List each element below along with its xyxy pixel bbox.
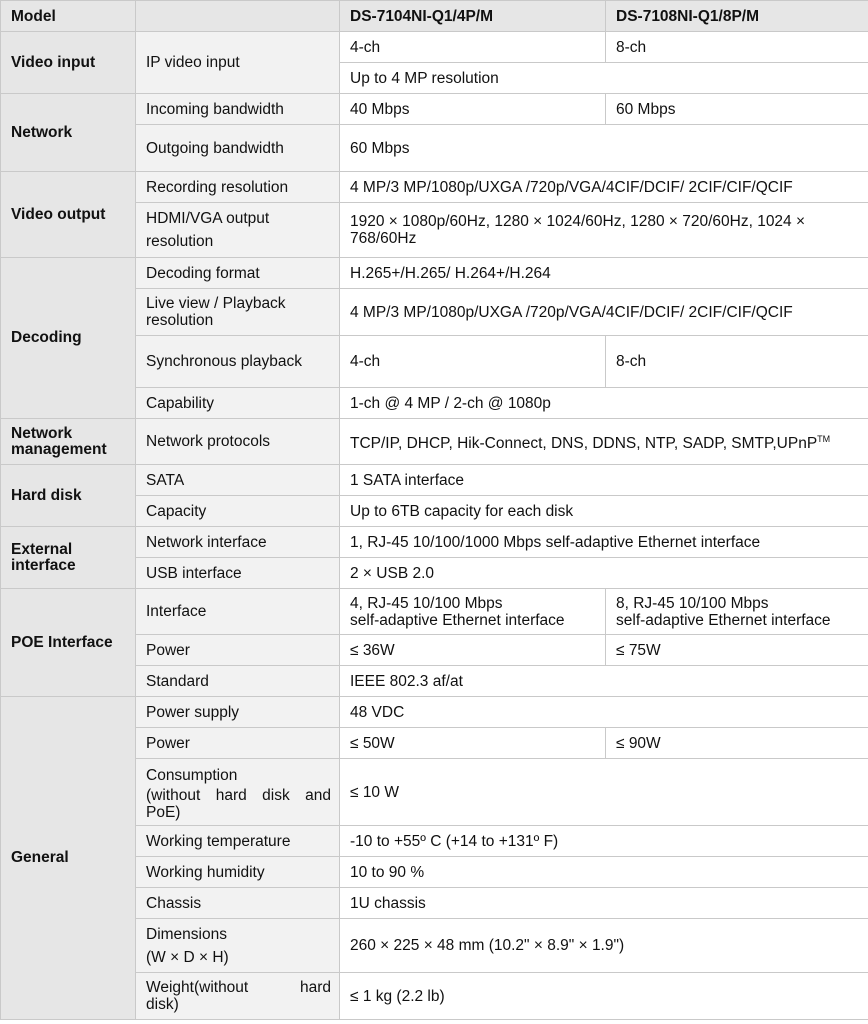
value-a — [340, 589, 606, 635]
category-poe-interface: POE Interface — [1, 589, 136, 697]
value: 1, RJ-45 10/100/1000 Mbps self-adaptive Ethernet interface — [340, 527, 868, 558]
feature-chassis: Chassis — [136, 888, 340, 919]
feature-power: Power — [136, 728, 340, 759]
table-row — [1, 172, 868, 203]
protocols-text: TCP/IP, DHCP, Hik-Connect, DNS, DDNS, NTP, SADP, SMTP,UPnP — [350, 435, 818, 453]
value-line: 4, RJ-45 10/100 Mbps — [350, 594, 503, 612]
label-line: (without hard disk and — [146, 786, 331, 804]
feature-outgoing-bandwidth: Outgoing bandwidth — [136, 125, 340, 172]
value: Up to 4 MP resolution — [340, 63, 868, 94]
table-row — [1, 589, 868, 635]
feature-recording-resolution: Recording resolution — [136, 172, 340, 203]
feature-decoding-format: Decoding format — [136, 258, 340, 289]
table-row — [1, 258, 868, 289]
feature-hdmi-vga-output: HDMI/VGA output resolution — [136, 203, 340, 258]
header-blank — [136, 1, 340, 32]
label-line: Dimensions — [146, 925, 227, 943]
value-b — [606, 589, 868, 635]
category-hard-disk: Hard disk — [1, 465, 136, 527]
category-network: Network — [1, 94, 136, 172]
value-a: ≤ 50W — [340, 728, 606, 759]
value: 60 Mbps — [340, 125, 868, 172]
value-a: 4-ch — [340, 336, 606, 388]
value: 1-ch @ 4 MP / 2-ch @ 1080p — [340, 388, 868, 419]
header-model: Model — [1, 1, 136, 32]
feature-ip-video-input: IP video input — [136, 32, 340, 94]
feature-power-supply: Power supply — [136, 697, 340, 728]
value: H.265+/H.265/ H.264+/H.264 — [340, 258, 868, 289]
feature-capability: Capability — [136, 388, 340, 419]
value-b: ≤ 75W — [606, 635, 868, 666]
value-b: ≤ 90W — [606, 728, 868, 759]
label-line: Consumption — [146, 766, 238, 784]
label-line: disk) — [146, 996, 179, 1013]
category-video-output: Video output — [1, 172, 136, 258]
feature-network-interface: Network interface — [136, 527, 340, 558]
feature-usb-interface: USB interface — [136, 558, 340, 589]
label-line: PoE) — [146, 803, 181, 821]
value: ≤ 1 kg (2.2 lb) — [340, 973, 868, 1020]
value-line: 8, RJ-45 10/100 Mbps — [616, 594, 769, 612]
value: ≤ 10 W — [340, 759, 868, 826]
value-line: self-adaptive Ethernet interface — [616, 611, 831, 629]
category-decoding: Decoding — [1, 258, 136, 419]
value — [340, 419, 868, 465]
header-model-b: DS-7108NI-Q1/8P/M — [606, 1, 868, 32]
value: -10 to +55º C (+14 to +131º F) — [340, 826, 868, 857]
category-video-input: Video input — [1, 32, 136, 94]
value-a: 4-ch — [340, 32, 606, 63]
feature-network-protocols: Network protocols — [136, 419, 340, 465]
feature-synchronous-playback: Synchronous playback — [136, 336, 340, 388]
feature-consumption — [136, 759, 340, 826]
value: 48 VDC — [340, 697, 868, 728]
value: 4 MP/3 MP/1080p/UXGA /720p/VGA/4CIF/DCIF/ 2CIF/CIF/QCIF — [340, 172, 868, 203]
value: 1U chassis — [340, 888, 868, 919]
value: IEEE 802.3 af/at — [340, 666, 868, 697]
feature-working-temperature: Working temperature — [136, 826, 340, 857]
table-row — [1, 94, 868, 125]
value-a: ≤ 36W — [340, 635, 606, 666]
feature-incoming-bandwidth: Incoming bandwidth — [136, 94, 340, 125]
table-row — [1, 419, 868, 465]
table-row — [1, 697, 868, 728]
value: Up to 6TB capacity for each disk — [340, 496, 868, 527]
value: 1 SATA interface — [340, 465, 868, 496]
category-network-management: Network management — [1, 419, 136, 465]
feature-weight — [136, 973, 340, 1020]
feature-power: Power — [136, 635, 340, 666]
feature-working-humidity: Working humidity — [136, 857, 340, 888]
feature-live-view-playback: Live view / Playback resolution — [136, 289, 340, 336]
value: 260 × 225 × 48 mm (10.2" × 8.9" × 1.9") — [340, 919, 868, 973]
feature-standard: Standard — [136, 666, 340, 697]
header-row — [1, 1, 868, 32]
trademark-mark: TM — [817, 433, 831, 444]
feature-sata: SATA — [136, 465, 340, 496]
value: 2 × USB 2.0 — [340, 558, 868, 589]
table-row — [1, 32, 868, 63]
value-b: 8-ch — [606, 32, 868, 63]
value-a: 40 Mbps — [340, 94, 606, 125]
value: 10 to 90 % — [340, 857, 868, 888]
category-general: General — [1, 697, 136, 1020]
value-line: self-adaptive Ethernet interface — [350, 611, 565, 629]
table-row — [1, 527, 868, 558]
feature-interface: Interface — [136, 589, 340, 635]
feature-capacity: Capacity — [136, 496, 340, 527]
value: 4 MP/3 MP/1080p/UXGA /720p/VGA/4CIF/DCIF/ 2CIF/CIF/QCIF — [340, 289, 868, 336]
header-model-a: DS-7104NI-Q1/4P/M — [340, 1, 606, 32]
feature-dimensions — [136, 919, 340, 973]
value: 1920 × 1080p/60Hz, 1280 × 1024/60Hz, 1280 × 720/60Hz, 1024 × 768/60Hz — [340, 203, 868, 258]
table-row — [1, 465, 868, 496]
category-external-interface: External interface — [1, 527, 136, 589]
label-line: (W × D × H) — [146, 948, 229, 966]
value-b: 8-ch — [606, 336, 868, 388]
label-line: Weight(without hard — [146, 979, 331, 996]
value-b: 60 Mbps — [606, 94, 868, 125]
